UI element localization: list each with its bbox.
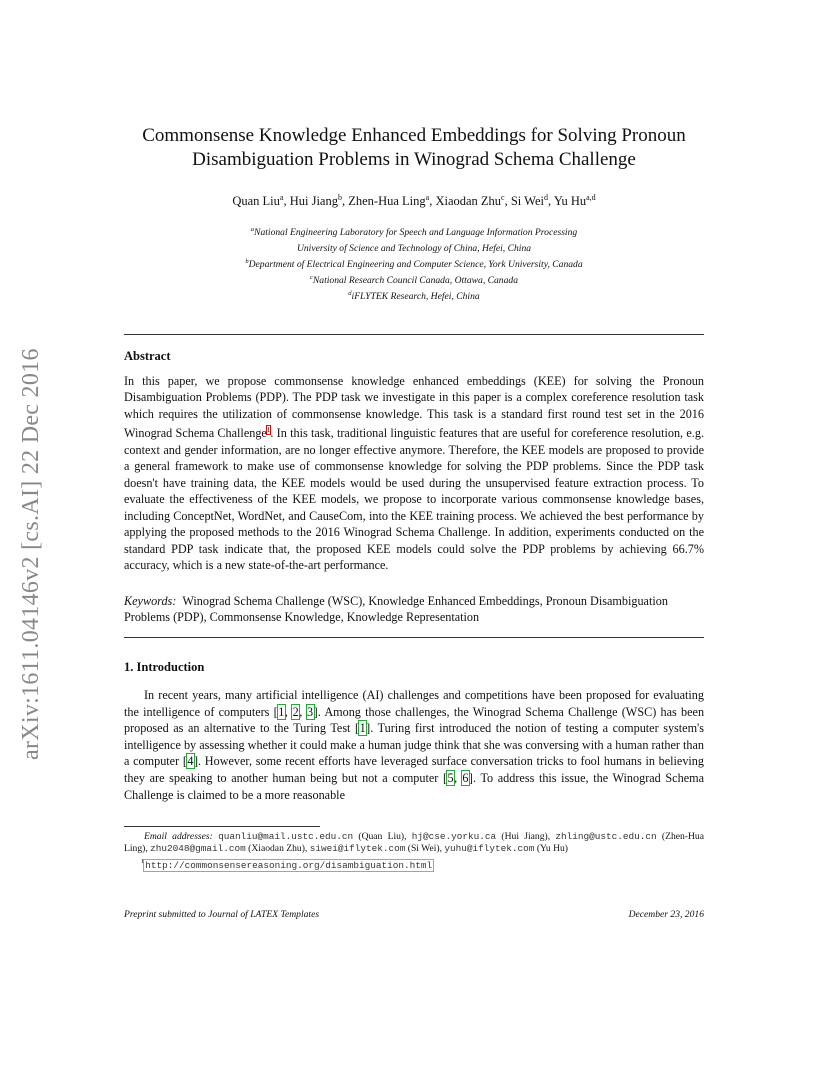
footnote-rule [124,826,320,827]
author: Si Wei$^d$ [510,193,549,209]
footer-journal: Preprint submitted to Journal of LATEX Templates [124,909,320,920]
abstract-top-rule [124,334,704,335]
abstract-bottom-rule [124,637,704,638]
affiliation-line: University of Science and Technology of China, Hefei, China [296,243,532,255]
intro-paragraph: In recent years, many artificial intelligence (AI) challenges and competitions have been proposed for evaluating the intelligence of computers [1, 2, 3]. Among those challenges, the Winograd Schema Challenge (WSC) has been proposed as an alternative to the Turing Test [1]. Turing first introduced the notion of testing a computer system's intelligence by assessing whether it could make a human judge think that she was conversing with a human rather than a computer [4]. However, some recent efforts have leveraged surface conversation tricks to fool humans in believing they are speaking to another human being but not a computer [5, 6]. To address this issue, the Winograd Schema Challenge is claimed to be a more reasonable [124,688,705,802]
footnotes [124,831,704,872]
citation-link[interactable]: 1 [278,704,285,719]
title-line-2: Disambiguation Problems in Winograd Schema Challenge [192,149,636,170]
abstract-heading: Abstract [124,349,171,363]
citation-link[interactable]: 4 [187,754,194,769]
citation-link[interactable]: 5 [447,770,454,785]
author-list: Quan Liu$^a$, Hui Jiang$^b$, Zhen-Hua Ling$^a$, Xiaodan Zhu$^c$, Si Wei$^d$, Yu Hu$^{a,d}$ [232,193,596,209]
email-footnote: Email addresses: quanliu@mail.ustc.edu.cn (Quan Liu), hj@cse.yorku.ca (Hui Jiang), zhling@ustc.edu.cn (Zhen-Hua Ling), zhu2048@gmail.com (Xiaodan Zhu), siwei@iflytek.com (Si Wei), yuhu@iflytek.com (Yu Hu) [124,831,704,855]
affiliations [124,224,704,304]
email-link[interactable]: zhu2048@gmail.com [150,843,246,855]
author: Hui Jiang$^b$ [289,193,342,209]
abstract-body: In this paper, we propose commonsense knowledge enhanced embeddings (KEE) for solving the Pronoun Disambiguation Problems (PDP). The PDP task we investigate in this paper is a complex coreference resolution task which requires the utilization of commonsense knowledge. This task is a standard first round test set in the 2016 Winograd Schema Challenge$^1$. In this task, traditional linguistic features that are useful for coreference resolution, e.g. context and gender information, are no longer effective anymore. Therefore, the KEE models are proposed to provide a general framework to make use of commonsense knowledge for solving the PDP problems. Since the PDP task doesn't have training data, the KEE models would be used during the unsupervised feature extraction process. To evaluate the effectiveness of the KEE models, we propose to incorporate various commonsense knowledge bases, including ConceptNet, WordNet, and CauseCom, into the KEE training process. We achieved the best performance by applying the proposed methods to the 2016 Winograd Schema Challenge. In addition, experiments conducted on the standard PDP task indicate that, the proposed KEE models could solve the PDP problems by achieving 66.7% accuracy, which is a new state-of-the-art performance. [124,374,704,573]
email-link[interactable]: hj@cse.yorku.ca [411,831,497,842]
email-link[interactable]: zhling@ustc.edu.cn [555,831,657,842]
paper-title [124,124,704,172]
author: Quan Liu$^a$ [232,193,284,209]
footnote-link[interactable]: 1 [266,426,271,435]
keywords-label: Keywords: [124,594,177,608]
email-link[interactable]: yuhu@iflytek.com [444,843,535,855]
citation-link[interactable]: 2 [292,704,299,719]
citation-link[interactable]: 1 [359,721,366,736]
author: Xiaodan Zhu$^c$ [435,193,505,209]
arxiv-stamp: arXiv:1611.04146v2 [cs.AI] 22 Dec 2016 [18,348,44,760]
email-link[interactable]: quanliu@mail.ustc.edu.cn [218,831,354,842]
keywords [124,593,704,626]
citation-link[interactable]: 6 [462,770,469,785]
keywords-text: Winograd Schema Challenge (WSC), Knowledge Enhanced Embeddings, Pronoun Disambiguation Problems (PDP), Commonsense Knowledge, Knowledge Representation [124,594,668,625]
affiliation-line: $^b$Department of Electrical Engineering and Computer Science, York University, Canada [245,257,583,271]
intro-heading: 1. Introduction [124,660,205,674]
affiliation-line: $^d$iFLYTEK Research, Hefei, China [348,289,480,303]
footer-date: December 23, 2016 [628,909,704,920]
author: Zhen-Hua Ling$^a$ [348,193,430,209]
email-link[interactable]: siwei@iflytek.com [309,843,406,855]
affiliation-line: $^c$National Research Council Canada, Ottawa, Canada [310,273,518,287]
url-footnote: $^1$http://commonsensereasoning.org/disambiguation.html [141,858,433,871]
affiliation-line: $^a$National Engineering Laboratory for Speech and Language Information Processing [250,226,578,239]
title-line-1: Commonsense Knowledge Enhanced Embeddings for Solving Pronoun [142,125,686,146]
citation-link[interactable]: 3 [307,704,314,719]
author: Yu Hu$^{a,d}$ [553,193,596,209]
footnote-url-link[interactable]: http://commonsensereasoning.org/disambiguation.html [145,859,433,871]
